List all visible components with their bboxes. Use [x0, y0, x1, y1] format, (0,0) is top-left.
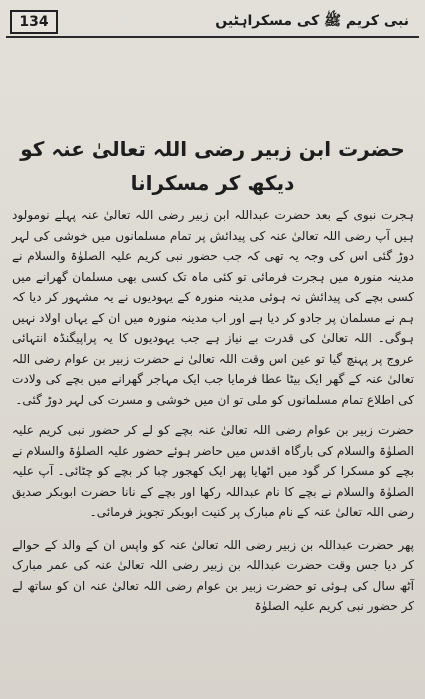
paragraph-text: ہجرت نبوی کے بعد حضرت عبداللہ ابن زبیر رضی اللہ تعالیٰ عنہ پہلے نومولود ہیں آپ رضی اللہ تعالیٰ عنہ کی پیدائش پر تمام مسلمانوں میں خوشی کی لہر دوڑ گئی اس کی وجہ یہ تھی کہ جب حضور نبی کریم علیہ الصلوٰۃ والسلام نے مدینہ منورہ میں ہجرت فرمائی تو کئی ماہ تک کسی بھی مسلمان گھرانے میں کسی بچے کی پیدائش نہ ہوئی مدینہ منورہ کے یہودیوں نے یہ مشہور کر دیا کہ ہم نے مسلمان پر جادو کر دیا ہے اور اب مدینہ منورہ میں ان کے یہاں اولاد نہیں ہوگی۔ اللہ تعالیٰ کی قدرت بے نیاز ہے جب یہودیوں کا یہ پراپیگنڈہ انتہائی عروج پر پہنچ گیا تو عین اس وقت اللہ تعالیٰ نے حضرت زبیر بن عوام رضی اللہ تعالیٰ عنہ کے گھر ایک بیٹا عطا فرمایا جب ایک مہاجر گھرانے میں بچے کی ولادت کی اطلاع تمام مسلمانوں کو ملی تو ان میں خوشی و مسرت کی لہر دوڑ گئی۔: [12, 208, 414, 407]
running-title: نبی کریم ﷺ کی مسکراہٹیں: [215, 13, 409, 29]
paragraph-text: پھر حضرت عبداللہ بن زبیر رضی اللہ تعالیٰ عنہ کو واپس ان کے والد کے حوالے کر دیا جس وقت حضرت عبداللہ بن زبیر رضی اللہ تعالیٰ عنہ کی عمر مبارک آٹھ سال کی ہوئی تو حضرت زبیر بن عوام رضی اللہ تعالیٰ عنہ ان کو ساتھ لے کر حضور نبی کریم علیہ الصلوٰۃ: [12, 537, 414, 613]
paragraph: [12, 535, 414, 617]
body-text: [12, 205, 414, 617]
paragraph: [12, 420, 414, 523]
paragraph-text: حضرت زبیر بن عوام رضی اللہ تعالیٰ عنہ بچے کو لے کر حضور نبی کریم علیہ الصلوٰۃ والسلام کی بارگاہ اقدس میں حاضر ہوئے حضور علیہ الصلوٰۃ والسلام نے بچے کو مسکرا کر گود میں اٹھایا پھر ایک کھجور چبا کر بچے کو چٹائی۔ آپ علیہ الصلوٰۃ والسلام نے بچے کا نام عبداللہ رکھا اور بچے کے نانا حضرت ابوبکر صدیق رضی اللہ تعالیٰ عنہ کے نام مبارک پر کنیت ابوبکر تجویز فرمائی۔: [12, 423, 414, 519]
page-header: [6, 8, 419, 38]
page-number: 134: [10, 10, 58, 34]
chapter-heading: حضرت ابن زبیر رضی اللہ تعالیٰ عنہ کو دیکھ کر مسکرانا: [20, 137, 405, 195]
paragraph: [12, 205, 414, 410]
